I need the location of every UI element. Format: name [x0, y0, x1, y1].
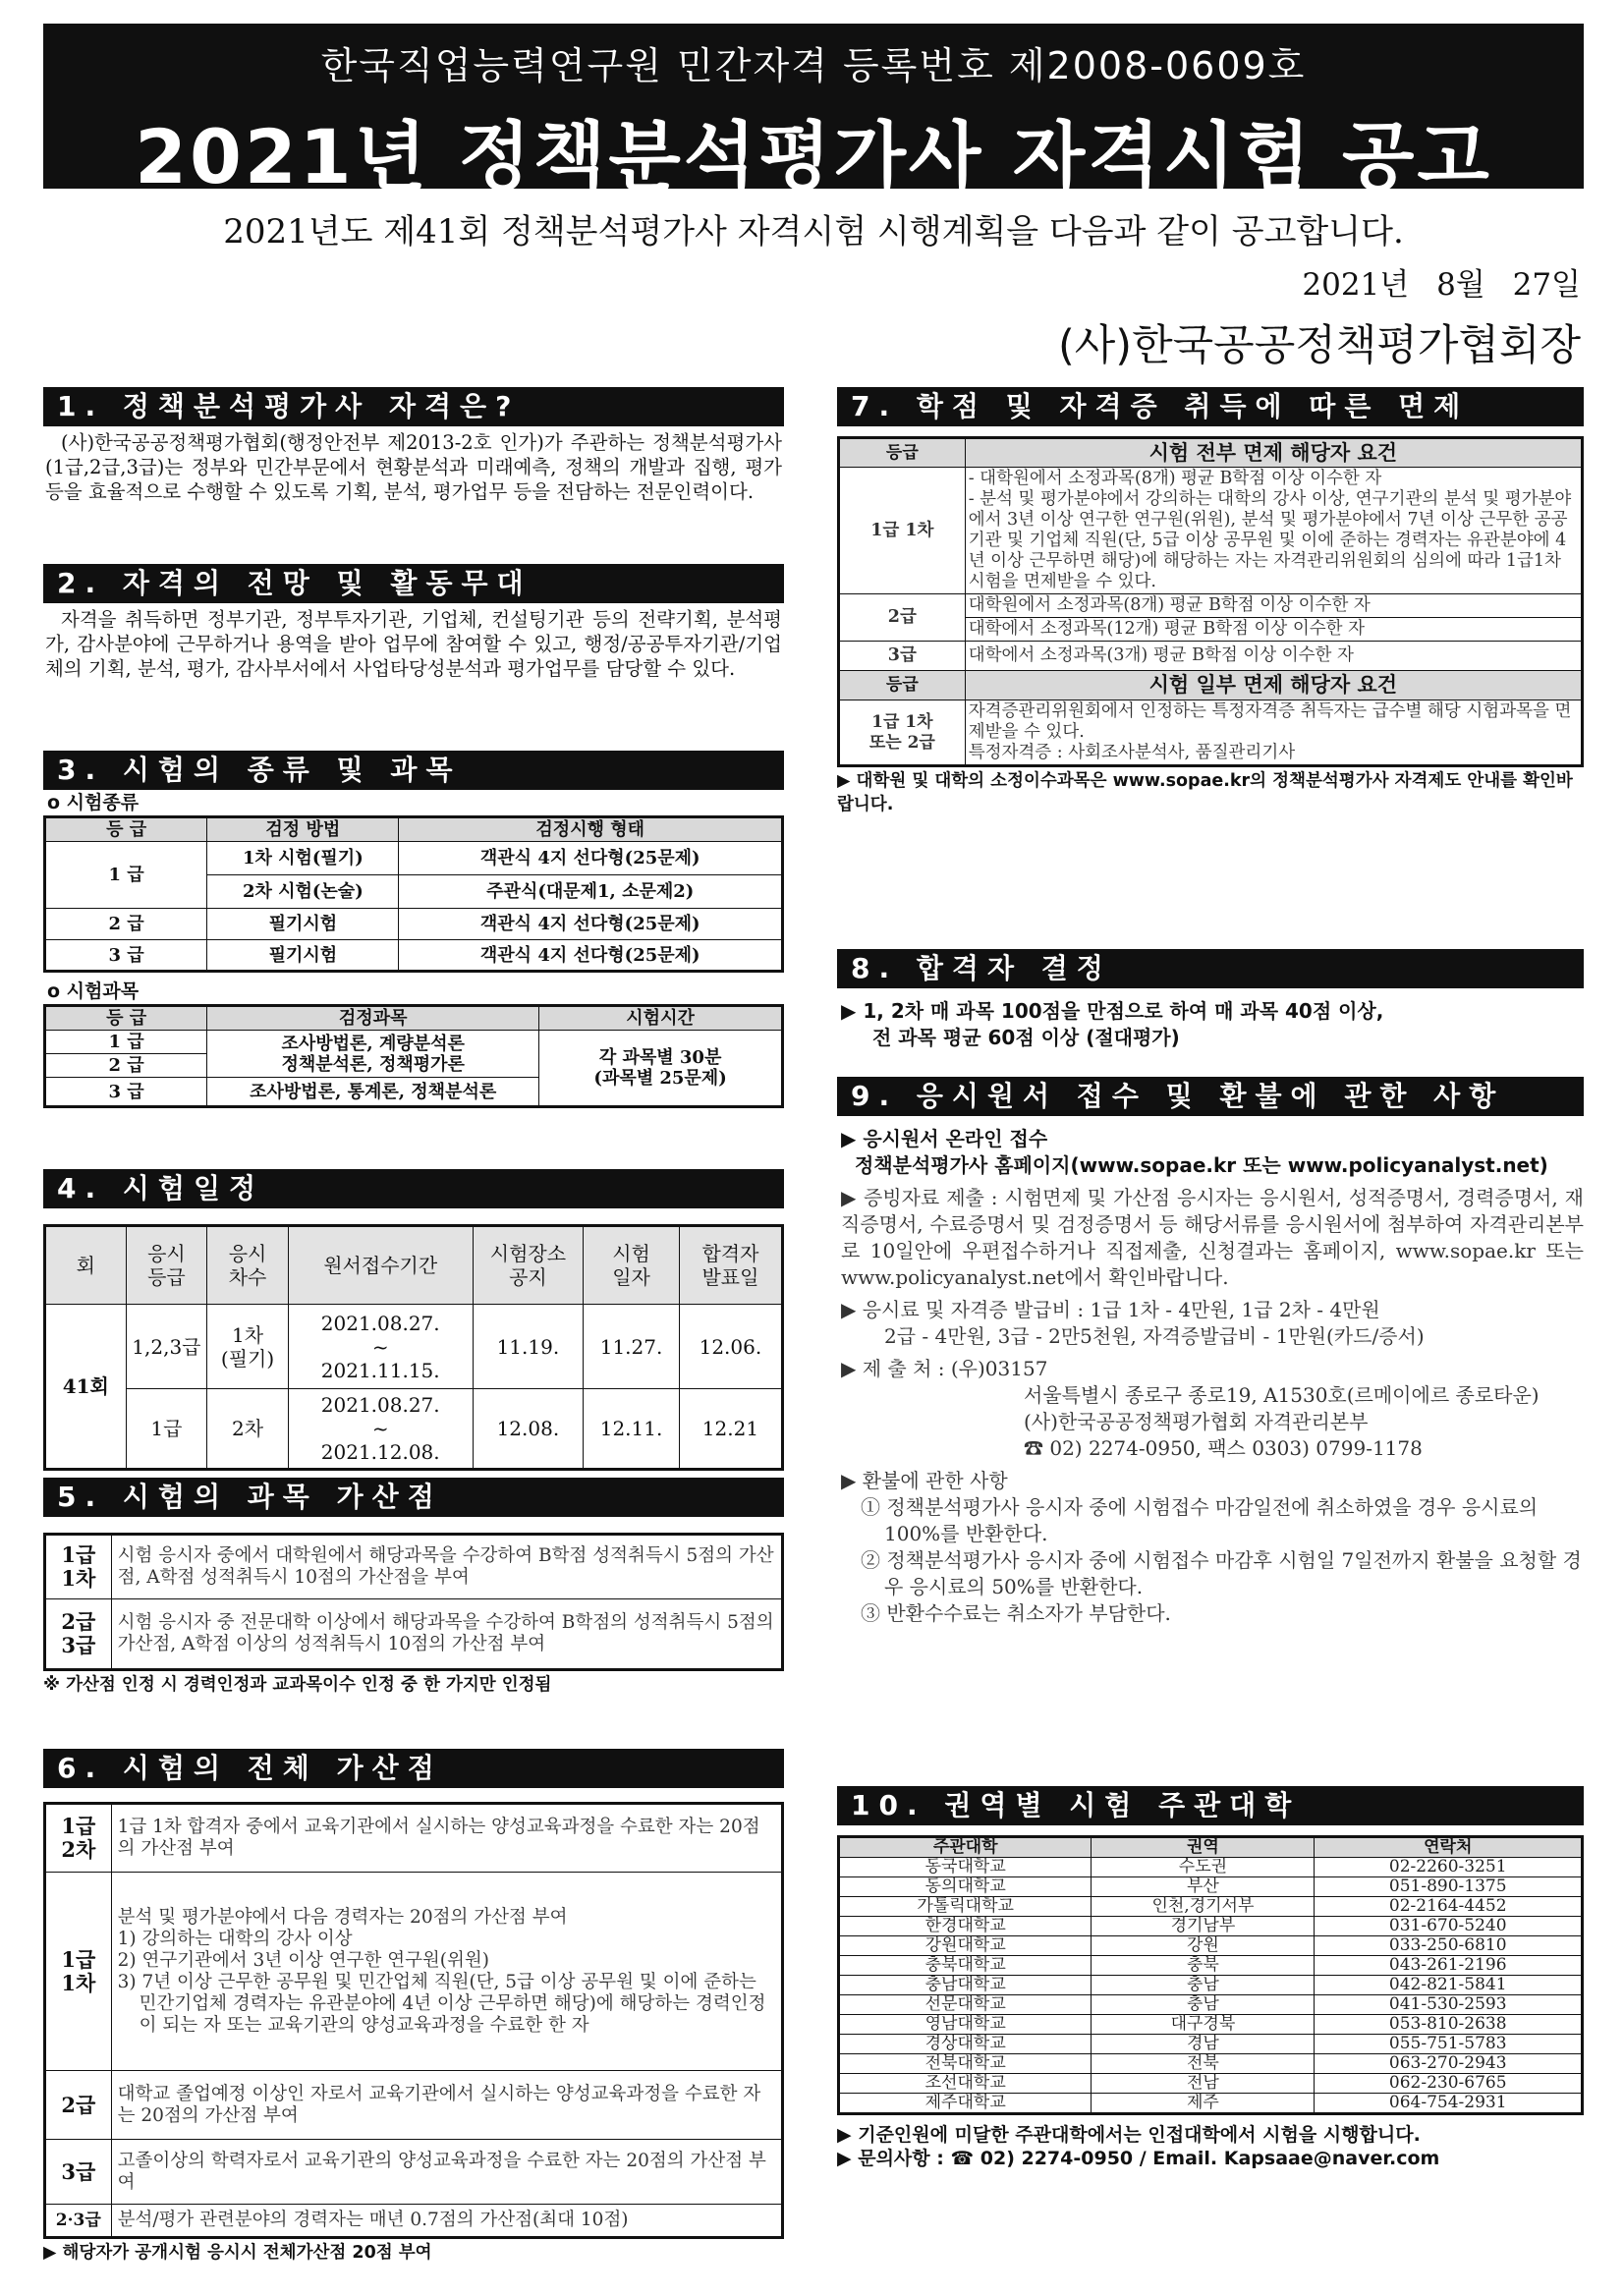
exam-subjects-table [43, 1004, 784, 1108]
table-row [839, 1897, 1583, 1917]
kinds-g3-method: 필기시험 [207, 940, 399, 972]
exam-kinds-label: o 시험종류 [47, 792, 140, 813]
schedule-r1-grade: 1,2,3급 [126, 1305, 207, 1389]
section-7 [837, 387, 1584, 816]
section-6 [43, 1749, 784, 2265]
exempt-r4-grade: 1급 1차 또는 2급 [839, 700, 966, 766]
total-bonus-note: ▶ 해당자가 공개시험 응시시 전체가산점 20점 부여 [43, 2243, 432, 2263]
announcement-subtitle: 2021년도 제41회 정책분석평가사 자격시험 시행계획을 다음과 같이 공고합니다. [223, 212, 1404, 252]
schedule-round: 41회 [45, 1305, 127, 1470]
univ-name-cell: 동국대학교 [839, 1858, 1092, 1877]
subjects-header-subjects: 검정과목 [207, 1006, 539, 1031]
schedule-header-phase: 응시 차수 [207, 1226, 289, 1305]
kinds-header-form: 검정시행 형태 [399, 817, 783, 842]
subjects-3: 조사방법론, 통계론, 정책분석론 [207, 1078, 539, 1107]
total-bonus-r2-text [111, 1873, 782, 2071]
schedule-r2-exam: 12.11. [584, 1389, 680, 1470]
section-7-title: 7. 학점 및 자격증 취득에 따른 면제 [837, 387, 1584, 426]
schedule-r1-notice: 11.19. [473, 1305, 584, 1389]
subjects-12-line2: 정책분석론, 정책평가론 [281, 1053, 465, 1075]
subjects-12-line1: 조사방법론, 계량분석론 [281, 1033, 465, 1054]
submission-address-label: ▶ 제 출 처 : (우)03157 [841, 1357, 1048, 1380]
section-1-body: (사)한국공공정책평가협회(행정안전부 제2013-2호 인가)가 주관하는 정책분석평가사(1급,2급,3급)는 정부와 민간부문에서 현황분석과 미래예측, 정책의 개발과 집행, 평가 등을 효율적으로 수행할 수 있도록 기획, 분석, 평가업무 등을 전담하는 전문인력이다. [45, 431, 782, 503]
schedule-header-period: 원서접수기간 [288, 1226, 473, 1305]
univ-region-cell: 제주 [1092, 2094, 1315, 2114]
univ-region-cell: 전북 [1092, 2054, 1315, 2074]
kinds-g1-method-1: 1차 시험(필기) [207, 842, 399, 875]
exempt-r2-text1: 대학원에서 소정과목(8개) 평균 B학점 이상 이수한 자 [965, 594, 1582, 618]
univ-region-cell: 강원 [1092, 1936, 1315, 1956]
table-row [839, 2094, 1583, 2114]
total-bonus-table [43, 1802, 784, 2239]
total-bonus-r2-item1: 1) 강의하는 대학의 강사 이상 [117, 1928, 353, 1949]
section-8-title: 8. 합격자 결정 [837, 949, 1584, 988]
refund-rule-1: ① 정책분석평가사 응시자 중에 시험접수 마감일전에 취소하였을 경우 응시료의 100%를 반환한다. [861, 1495, 1539, 1545]
univ-name-cell: 전북대학교 [839, 2054, 1092, 2074]
schedule-r2-phase: 2차 [207, 1389, 289, 1470]
schedule-r2-tilde: ~ [371, 1417, 389, 1440]
univ-contact-cell: 02-2260-3251 [1315, 1858, 1583, 1877]
total-bonus-r2-item2: 2) 연구기관에서 3년 이상 연구한 연구원(위원) [117, 1949, 489, 1971]
subjects-time-line1: 각 과목별 30분 [598, 1047, 722, 1068]
univ-contact-cell: 062-230-6765 [1315, 2074, 1583, 2094]
submission-address-2: (사)한국공공정책평가협회 자격관리본부 [1024, 1410, 1369, 1433]
kinds-grade-1: 1 급 [45, 842, 207, 909]
kinds-grade-3: 3 급 [45, 940, 207, 972]
section-2 [43, 564, 784, 681]
subjects-grade-2: 2 급 [45, 1054, 207, 1078]
subject-bonus-r1-text: 시험 응시자 중에서 대학원에서 해당과목을 수강하여 B학점 성적취득시 5점의 가산점, A학점 성적취득시 10점의 가산점을 부여 [111, 1535, 782, 1599]
exempt-r2-grade: 2급 [839, 594, 966, 642]
univ-contact-cell: 031-670-5240 [1315, 1917, 1583, 1936]
section-9 [837, 1077, 1584, 1627]
exam-kinds-table [43, 815, 784, 973]
total-bonus-r4-text: 고졸이상의 학력자로서 교육기관의 양성교육과정을 수료한 자는 20점의 가산점 부여 [111, 2140, 782, 2205]
kinds-header-grade: 등 급 [45, 817, 207, 842]
total-bonus-r2-item3: 3) 7년 이상 근무한 공무원 및 민간업체 직원(단, 5급 이상 공무원 및 이에 준하는 민간기업체 경력자는 유관분야에 4년 이상 근무하면 해당)에 해당하는 경력인정이 되는 자 또는 교육기관의 양성교육과정을 수료한 한 자 [117, 1971, 766, 2036]
section-6-title: 6. 시험의 전체 가산점 [43, 1749, 784, 1788]
table-row [839, 1917, 1583, 1936]
header-banner [43, 24, 1584, 200]
refund-rule-2: ② 정책분석평가사 응시자 중에 시험접수 마감후 시험일 7일전까지 환불을 요청할 경우 응시료의 50%를 반환한다. [861, 1548, 1582, 1598]
kinds-g3-form: 객관식 4지 선다형(25문제) [399, 940, 783, 972]
univ-name-cell: 영남대학교 [839, 2015, 1092, 2035]
subject-bonus-r2-text: 시험 응시자 중 전문대학 이상에서 해당과목을 수강하여 B학점의 성적취득시 5점의 가산점, A학점 이상의 성적취득시 10점의 가산점 부여 [111, 1599, 782, 1670]
schedule-r1-period [288, 1305, 473, 1389]
exempt-header-partial: 시험 일부 면제 해당자 요건 [965, 671, 1582, 700]
university-note-1: ▶ 기준인원에 미달한 주관대학에서는 인접대학에서 시험을 시행합니다. [837, 2124, 1421, 2146]
section-5 [43, 1478, 784, 1697]
subjects-grade-3: 3 급 [45, 1078, 207, 1107]
total-bonus-r3-text: 대학교 졸업예정 이상인 자로서 교육기관에서 실시하는 양성교육과정을 수료한 자는 20점의 가산점 부여 [111, 2071, 782, 2140]
university-table-body [839, 1858, 1583, 2114]
univ-contact-cell: 053-810-2638 [1315, 2015, 1583, 2035]
table-row [839, 1995, 1583, 2015]
online-apply-site: 정책분석평가사 홈페이지(www.sopae.kr 또는 www.policyanalyst.net) [855, 1153, 1548, 1177]
exempt-r3-grade: 3급 [839, 642, 966, 671]
table-row [839, 1858, 1583, 1877]
univ-region-cell: 인천,경기서부 [1092, 1897, 1315, 1917]
schedule-header-exam: 시험 일자 [584, 1226, 680, 1305]
kinds-grade-2: 2 급 [45, 909, 207, 940]
schedule-header-grade: 응시 등급 [126, 1226, 207, 1305]
kinds-g2-method: 필기시험 [207, 909, 399, 940]
univ-name-cell: 강원대학교 [839, 1936, 1092, 1956]
subjects-time-line2: (과목별 25문제) [593, 1068, 727, 1089]
document-submission: ▶ 증빙자료 제출 : 시험면제 및 가산점 응시자는 응시원서, 성적증명서, 경력증명서, 재직증명서, 수료증명서 및 검정증명서 등 해당서류를 응시원서에 첨부하여 자격관리본부로 10일안에 우편접수하거나 직접제출, 신청결과는 홈페이지, www.sopae.kr 또는 www.policyanalyst.net에서 확인바랍니다. [841, 1186, 1584, 1289]
exempt-r1-text: - 대학원에서 소정과목(8개) 평균 B학점 이상 이수한 자 - 분석 및 평가분야에서 강의하는 대학의 강사 이상, 연구기관의 분석 및 평가분야에서 3년 이상 연구한 연구원(위원), 분석 및 평가분야에서 7년 이상 근무한 공공기관 및 기업체 직원(단, 5급 이상 공무원 및 이에 준하는 경력자는 유관분야에 4년 이상 근무하면 해당)에 해당하는 자는 자격관리위원회의 심의에 따라 1급1차 시험을 면제받을 수 있다. [965, 468, 1582, 594]
total-bonus-r2-intro: 분석 및 평가분야에서 다음 경력자는 20점의 가산점 부여 [117, 1906, 568, 1928]
exemption-note: ▶ 대학원 및 대학의 소정이수과목은 www.sopae.kr의 정책분석평가사 자격제도 안내를 확인바랍니다. [837, 771, 1573, 814]
univ-name-cell: 충북대학교 [839, 1956, 1092, 1976]
univ-header-name: 주관대학 [839, 1837, 1092, 1858]
subjects-time [539, 1031, 783, 1107]
univ-region-cell: 대구경북 [1092, 2015, 1315, 2035]
table-row [839, 2015, 1583, 2035]
schedule-r1-start: 2021.08.27. [320, 1311, 440, 1335]
univ-name-cell: 한경대학교 [839, 1917, 1092, 1936]
exam-subjects-label: o 시험과목 [47, 980, 140, 1002]
univ-contact-cell: 041-530-2593 [1315, 1995, 1583, 2015]
subject-bonus-note: ※ 가산점 인정 시 경력인정과 교과목이수 인정 중 한 가지만 인정됨 [43, 1675, 552, 1695]
schedule-r1-result: 12.06. [679, 1305, 782, 1389]
exempt-r2-text2: 대학에서 소정과목(12개) 평균 B학점 이상 이수한 자 [965, 618, 1582, 642]
univ-region-cell: 충남 [1092, 1995, 1315, 2015]
table-row [839, 2074, 1583, 2094]
table-row [839, 1976, 1583, 1995]
section-3-title: 3. 시험의 종류 및 과목 [43, 751, 784, 790]
univ-contact-cell: 043-261-2196 [1315, 1956, 1583, 1976]
subjects-grade-1: 1 급 [45, 1031, 207, 1054]
schedule-r1-exam: 11.27. [584, 1305, 680, 1389]
section-9-title: 9. 응시원서 접수 및 환불에 관한 사항 [837, 1077, 1584, 1116]
submission-contact: ☎ 02) 2274-0950, 팩스 0303) 0799-1178 [1024, 1436, 1423, 1460]
announcement-date: 2021년 8월 27일 [1302, 267, 1581, 303]
online-apply-label: ▶ 응시원서 온라인 접수 [841, 1127, 1048, 1150]
kinds-g1-method-2: 2차 시험(논술) [207, 875, 399, 909]
univ-name-cell: 경상대학교 [839, 2035, 1092, 2054]
schedule-r1-phase: 1차 (필기) [207, 1305, 289, 1389]
exempt-r1-grade: 1급 1차 [839, 468, 966, 594]
subject-bonus-r2-grade: 2급 3급 [45, 1599, 112, 1670]
section-4 [43, 1169, 784, 1471]
univ-region-cell: 경기남부 [1092, 1917, 1315, 1936]
univ-name-cell: 조선대학교 [839, 2074, 1092, 2094]
registration-number: 한국직업능력연구원 민간자격 등록번호 제2008-0609호 [320, 44, 1307, 87]
univ-name-cell: 선문대학교 [839, 1995, 1092, 2015]
univ-region-cell: 부산 [1092, 1877, 1315, 1897]
univ-region-cell: 충북 [1092, 1956, 1315, 1976]
section-10-title: 10. 권역별 시험 주관대학 [837, 1786, 1584, 1825]
table-row [839, 1877, 1583, 1897]
total-bonus-r4-grade: 3급 [45, 2140, 112, 2205]
kinds-g2-form: 객관식 4지 선다형(25문제) [399, 909, 783, 940]
university-table [837, 1835, 1584, 2115]
exempt-r3-text: 대학에서 소정과목(3개) 평균 B학점 이상 이수한 자 [965, 642, 1582, 671]
schedule-header-notice: 시험장소 공지 [473, 1226, 584, 1305]
kinds-header-method: 검정 방법 [207, 817, 399, 842]
pass-criteria-line1: ▶ 1, 2차 매 과목 100점을 만점으로 하여 매 과목 40점 이상, [841, 999, 1384, 1023]
pass-criteria-line2: 전 과목 평균 60점 이상 (절대평가) [872, 1026, 1180, 1049]
kinds-g1-form-2: 주관식(대문제1, 소문제2) [399, 875, 783, 909]
table-row [839, 2035, 1583, 2054]
schedule-table [43, 1224, 784, 1471]
subject-bonus-table [43, 1533, 784, 1671]
univ-contact-cell: 055-751-5783 [1315, 2035, 1583, 2054]
section-8 [837, 949, 1584, 1051]
univ-header-region: 권역 [1092, 1837, 1315, 1858]
section-3 [43, 751, 784, 1108]
total-bonus-r1-text: 1급 1차 합격자 중에서 교육기관에서 실시하는 양성교육과정을 수료한 자는 20점의 가산점 부여 [111, 1804, 782, 1873]
section-1-title: 1. 정책분석평가사 자격은? [43, 387, 784, 426]
kinds-g1-form-1: 객관식 4지 선다형(25문제) [399, 842, 783, 875]
total-bonus-r3-grade: 2급 [45, 2071, 112, 2140]
table-row [839, 1956, 1583, 1976]
univ-contact-cell: 02-2164-4452 [1315, 1897, 1583, 1917]
exempt-header-grade: 등급 [839, 438, 966, 468]
section-4-title: 4. 시험일정 [43, 1169, 784, 1208]
univ-region-cell: 수도권 [1092, 1858, 1315, 1877]
section-5-title: 5. 시험의 과목 가산점 [43, 1478, 784, 1517]
section-1 [43, 387, 784, 504]
univ-contact-cell: 063-270-2943 [1315, 2054, 1583, 2074]
schedule-header-result: 합격자 발표일 [679, 1226, 782, 1305]
page-title: 2021년 정책분석평가사 자격시험 공고 [135, 113, 1492, 200]
univ-name-cell: 제주대학교 [839, 2094, 1092, 2114]
exemption-table [837, 436, 1584, 767]
section-2-title: 2. 자격의 전망 및 활동무대 [43, 564, 784, 603]
exempt-r4-text: 자격증관리위원회에서 인정하는 특정자격증 취득자는 급수별 해당 시험과목을 면제받을 수 있다. 특정자격증 : 사회조사분석사, 품질관리기사 [965, 700, 1582, 766]
subjects-header-time: 시험시간 [539, 1006, 783, 1031]
schedule-r2-period [288, 1389, 473, 1470]
schedule-r1-end: 2021.11.15. [320, 1358, 440, 1382]
section-10 [837, 1786, 1584, 2170]
total-bonus-r1-grade: 1급 2차 [45, 1804, 112, 1873]
refund-rule-3: ③ 반환수수료는 취소자가 부담한다. [861, 1601, 1171, 1625]
issuer-name: (사)한국공공정책평가협회장 [1057, 321, 1581, 370]
table-row [839, 1936, 1583, 1956]
table-row [839, 2054, 1583, 2074]
fee-line1: ▶ 응시료 및 자격증 발급비 : 1급 1차 - 4만원, 1급 2차 - 4만원 [841, 1298, 1380, 1321]
schedule-r2-grade: 1급 [126, 1389, 207, 1470]
schedule-header-round: 회 [45, 1226, 127, 1305]
university-note-2: ▶ 문의사항 : ☎ 02) 2274-0950 / Email. Kapsaae@naver.com [837, 2148, 1440, 2169]
subject-bonus-r1-grade: 1급 1차 [45, 1535, 112, 1599]
univ-region-cell: 경남 [1092, 2035, 1315, 2054]
schedule-r2-result: 12.21 [679, 1389, 782, 1470]
schedule-r2-notice: 12.08. [473, 1389, 584, 1470]
refund-label: ▶ 환불에 관한 사항 [841, 1469, 1008, 1492]
total-bonus-r2-grade: 1급 1차 [45, 1873, 112, 2071]
exempt-header-grade-2: 등급 [839, 671, 966, 700]
univ-header-contact: 연락처 [1315, 1837, 1583, 1858]
univ-region-cell: 전남 [1092, 2074, 1315, 2094]
exempt-header-full: 시험 전부 면제 해당자 요건 [965, 438, 1582, 468]
univ-contact-cell: 033-250-6810 [1315, 1936, 1583, 1956]
univ-region-cell: 충남 [1092, 1976, 1315, 1995]
total-bonus-r5-grade: 2·3급 [45, 2205, 112, 2238]
univ-name-cell: 동의대학교 [839, 1877, 1092, 1897]
subjects-12 [207, 1031, 539, 1078]
univ-contact-cell: 042-821-5841 [1315, 1976, 1583, 1995]
total-bonus-r5-text: 분석/평가 관련분야의 경력자는 매년 0.7점의 가산점(최대 10점) [111, 2205, 782, 2238]
univ-name-cell: 가톨릭대학교 [839, 1897, 1092, 1917]
section-2-body: 자격을 취득하면 정부기관, 정부투자기관, 기업체, 컨설팅기관 등의 전략기획, 분석평가, 감사분야에 근무하거나 용역을 받아 업무에 참여할 수 있고, 행정/공공투자기관/기업체의 기획, 분석, 평가, 감사부서에서 사업타당성분석과 평가업무를 담당할 수 있다. [45, 608, 782, 680]
fee-line2: 2급 - 4만원, 3급 - 2만5천원, 자격증발급비 - 1만원(카드/증서) [884, 1324, 1425, 1348]
univ-contact-cell: 064-754-2931 [1315, 2094, 1583, 2114]
schedule-r2-end: 2021.12.08. [320, 1440, 440, 1464]
univ-name-cell: 충남대학교 [839, 1976, 1092, 1995]
univ-contact-cell: 051-890-1375 [1315, 1877, 1583, 1897]
submission-address-1: 서울특별시 종로구 종로19, A1530호(르메이에르 종로타운) [1024, 1383, 1540, 1407]
schedule-r2-start: 2021.08.27. [320, 1393, 440, 1417]
schedule-r1-tilde: ~ [371, 1334, 389, 1359]
subjects-header-grade: 등 급 [45, 1006, 207, 1031]
